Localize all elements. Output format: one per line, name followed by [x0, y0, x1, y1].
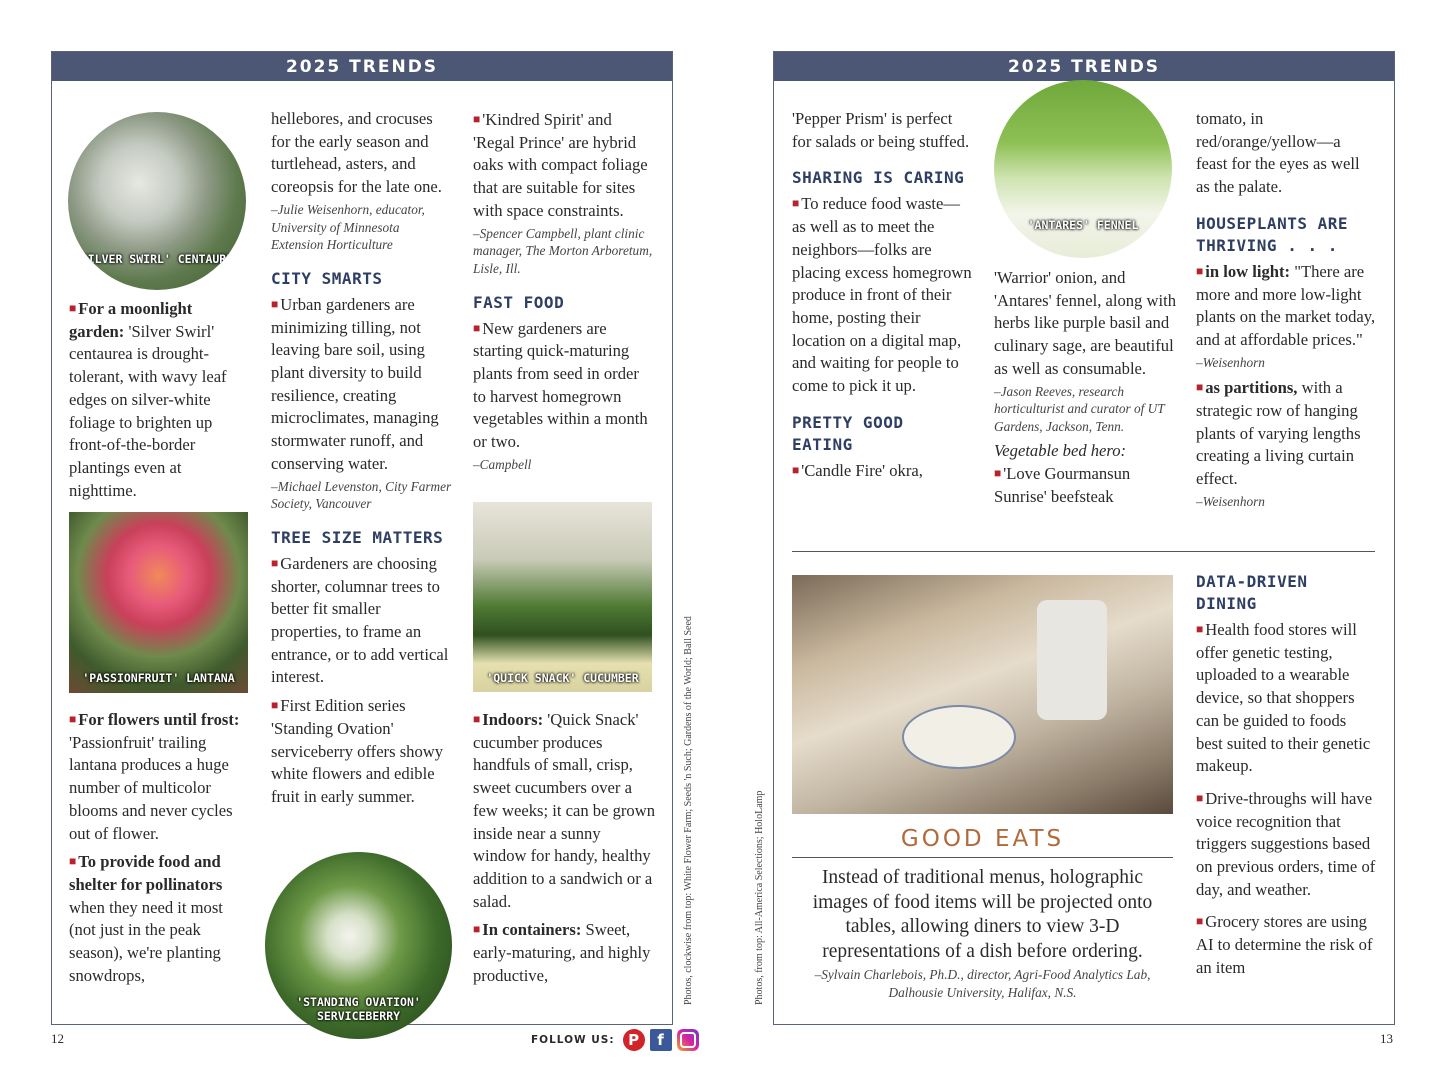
paragraph: ■ Indoors: 'Quick Snack' cucumber produces handfuls of small, crisp, sweet cucumbers over a few weeks; it can be grown inside near a sunny window for handy, healthy addition to a sandwich or a salad. — [473, 710, 656, 911]
quote-credit: –Michael Levenston, City Farmer Society, Vancouver — [271, 478, 452, 512]
column-1-lower — [69, 708, 251, 987]
bullet-square-icon: ■ — [1196, 790, 1204, 805]
bullet-square-icon: ■ — [1196, 914, 1204, 929]
facebook-icon[interactable]: f — [650, 1029, 672, 1051]
bullet-square-icon: ■ — [271, 698, 279, 713]
follow-us — [531, 1029, 699, 1051]
bullet-square-icon: ■ — [473, 320, 481, 335]
paragraph: ■ First Edition series 'Standing Ovation' serviceberry offers showy white flowers and edible fruit in early summer. — [271, 696, 444, 806]
paragraph: ■ Drive-throughs will have voice recognition that triggers suggestions based on previous orders, time of day, and weather. — [1196, 788, 1376, 899]
quote-credit: –Spencer Campbell, plant clinic manager, The Morton Arboretum, Lisle, Ill. — [473, 225, 653, 276]
quote-credit: –Campbell — [473, 456, 532, 472]
quote-credit: –Weisenhorn — [1196, 493, 1265, 509]
section-band: 2025 TRENDS — [52, 52, 672, 81]
paragraph: ■ To reduce food waste—as well as to meet the neighbors—folks are placing excess homegrown produce in front of their home, posting their location on a digital map, and waiting for people to come to pick it up. — [792, 194, 972, 396]
cucumber-photo — [473, 502, 652, 692]
photo-credit: Photos, from top: All-America Selections; HoloLamp — [754, 790, 765, 1005]
good-eats-title: GOOD EATS — [900, 826, 1065, 852]
section-heading: CITY SMARTS — [271, 268, 383, 288]
page-number: 12 — [51, 1031, 64, 1046]
column-1 — [69, 297, 249, 502]
bullet-square-icon: ■ — [792, 196, 800, 211]
paragraph: ■ Gardeners are choosing shorter, columnar trees to better fit smaller properties, to frame an entrance, or to add vertical interest. — [271, 553, 449, 687]
column-4 — [792, 108, 972, 482]
photo-caption: 'QUICK SNACK' CUCUMBER — [486, 671, 639, 685]
section-heading: SHARING IS CARING — [792, 168, 965, 188]
bullet-square-icon: ■ — [473, 112, 481, 126]
bullet-square-icon: ■ — [994, 466, 1002, 481]
paragraph: ■ 'Kindred Spirit' and 'Regal Prince' are hybrid oaks with compact foliage that are suitable for sites with space constraints. — [473, 110, 648, 220]
paragraph: hellebores, and crocuses for the early season and turtlehead, asters, and coreopsis for the late one. — [271, 109, 442, 197]
column-2 — [271, 108, 453, 809]
good-eats-rule — [792, 857, 1173, 858]
bullet-square-icon: ■ — [271, 296, 279, 311]
section-heading: FAST FOOD — [473, 292, 565, 312]
section-heading: PRETTY GOOD EATING — [792, 412, 904, 454]
paragraph: ■ 'Love Gourmansun Sunrise' beefsteak — [994, 464, 1131, 507]
bullet-square-icon: ■ — [792, 462, 800, 477]
paragraph: tomato, in red/orange/yellow—a feast for the eyes as well as the palate. — [1196, 109, 1360, 197]
paragraph: ■ In containers: Sweet, early-maturing, and highly productive, — [473, 920, 651, 985]
bullet-square-icon: ■ — [1196, 380, 1204, 395]
bullet-square-icon: ■ — [473, 922, 481, 937]
paragraph: 'Warrior' onion, and 'Antares' fennel, along with herbs like purple basil and culinary sage, are beautiful as well as consumable. — [994, 268, 1177, 378]
photo-caption: 'ANTARES' FENNEL — [1027, 218, 1139, 232]
plate — [902, 705, 1016, 769]
paragraph: ■ To provide food and shelter for pollinators when they need it most (not just in the peak season), we're planting snowdrops, — [69, 852, 223, 985]
paragraph: ■ in low light: "There are more and more low-light plants on the market today, and at affordable prices." — [1196, 261, 1376, 349]
paragraph: ■ 'Candle Fire' okra, — [792, 460, 923, 480]
quote-credit: –Julie Weisenhorn, educator, University of Minnesota Extension Horticulture — [271, 201, 425, 253]
bullet-square-icon: ■ — [1196, 263, 1204, 278]
paragraph: ■ New gardeners are starting quick-maturing plants from seed in order to harvest homegrown vegetables within a month or two. — [473, 318, 648, 452]
column-5 — [994, 267, 1176, 509]
quote-credit: –Weisenhorn — [1196, 354, 1265, 370]
good-eats-text: Instead of traditional menus, holographic images of food items will be projected onto tables, allowing diners to view 3-D representations of a dish before ordering. — [812, 867, 1153, 962]
bullet-square-icon: ■ — [69, 301, 77, 315]
photo-caption: 'STANDING OVATION' SERVICEBERRY — [296, 995, 421, 1023]
bullet-square-icon: ■ — [271, 555, 279, 570]
paragraph: ■ as partitions, with a strategic row of hanging plants of varying lengths creating a living curtain effect. — [1196, 378, 1361, 489]
section-heading: TREE SIZE MATTERS — [271, 527, 444, 547]
column-3-lower — [473, 708, 655, 987]
photo-credit: Photos, clockwise from top: White Flower Farm; Seeds 'n Such; Gardens of the World; Ball Seed — [683, 616, 694, 1005]
photo-caption: 'PASSIONFRUIT' LANTANA — [82, 671, 235, 685]
section-band: 2025 TRENDS — [774, 52, 1394, 81]
silver-swirl-photo — [68, 112, 246, 290]
photo-caption: 'SILVER SWIRL' CENTAUREA — [73, 252, 241, 266]
bullet-square-icon: ■ — [473, 712, 481, 726]
pinterest-icon[interactable]: P — [623, 1029, 645, 1051]
bullet-square-icon: ■ — [69, 854, 77, 869]
fennel-photo — [994, 80, 1172, 258]
quote-credit: –Jason Reeves, research horticulturist and curator of UT Gardens, Jackson, Tenn. — [994, 383, 1165, 434]
bullet-square-icon: ■ — [69, 712, 77, 726]
paragraph: 'Pepper Prism' is perfect for salads or being stuffed. — [792, 109, 970, 151]
lantana-photo — [69, 512, 248, 693]
column-7 — [1196, 557, 1376, 980]
section-heading: HOUSEPLANTS ARE THRIVING . . . — [1196, 213, 1348, 255]
section-heading: DATA-DRIVEN DINING — [1196, 572, 1308, 613]
projector-device — [1037, 600, 1107, 720]
paragraph: ■ For flowers until frost: 'Passionfruit' trailing lantana produces a huge number of multicolor blooms and never cycles out of flower. — [69, 710, 240, 843]
column-6 — [1196, 108, 1376, 511]
column-3 — [473, 108, 655, 474]
section-divider — [792, 551, 1375, 552]
page-number: 13 — [1380, 1031, 1393, 1046]
follow-label: FOLLOW US: — [531, 1034, 615, 1046]
bullet-square-icon: ■ — [1196, 622, 1204, 636]
paragraph: ■ Grocery stores are using AI to determine the risk of an item — [1196, 912, 1373, 977]
paragraph: ■ Health food stores will offer genetic testing, uploaded to a wearable device, so that shoppers can be guided to foods best suited to their genetic makeup. — [1196, 620, 1371, 776]
serviceberry-photo — [265, 852, 452, 1039]
instagram-icon[interactable] — [677, 1029, 699, 1051]
subheading: Vegetable bed hero: — [994, 440, 1127, 460]
hologram-dining-photo — [792, 575, 1173, 814]
good-eats-credit: –Sylvain Charlebois, Ph.D., director, Agri-Food Analytics Lab, Dalhousie University, Halifax, N.S. — [814, 967, 1151, 1000]
paragraph: ■ For a moonlight garden: 'Silver Swirl' centaurea is drought-tolerant, with wavy leaf edges on silver-white foliage to brighten up front-of-the-border plantings even at nighttime. — [69, 299, 227, 500]
paragraph: ■ Urban gardeners are minimizing tilling, not leaving bare soil, using plant diversity to build resilience, creating microclimates, managing stormwater runoff, and conserving water. — [271, 294, 439, 473]
